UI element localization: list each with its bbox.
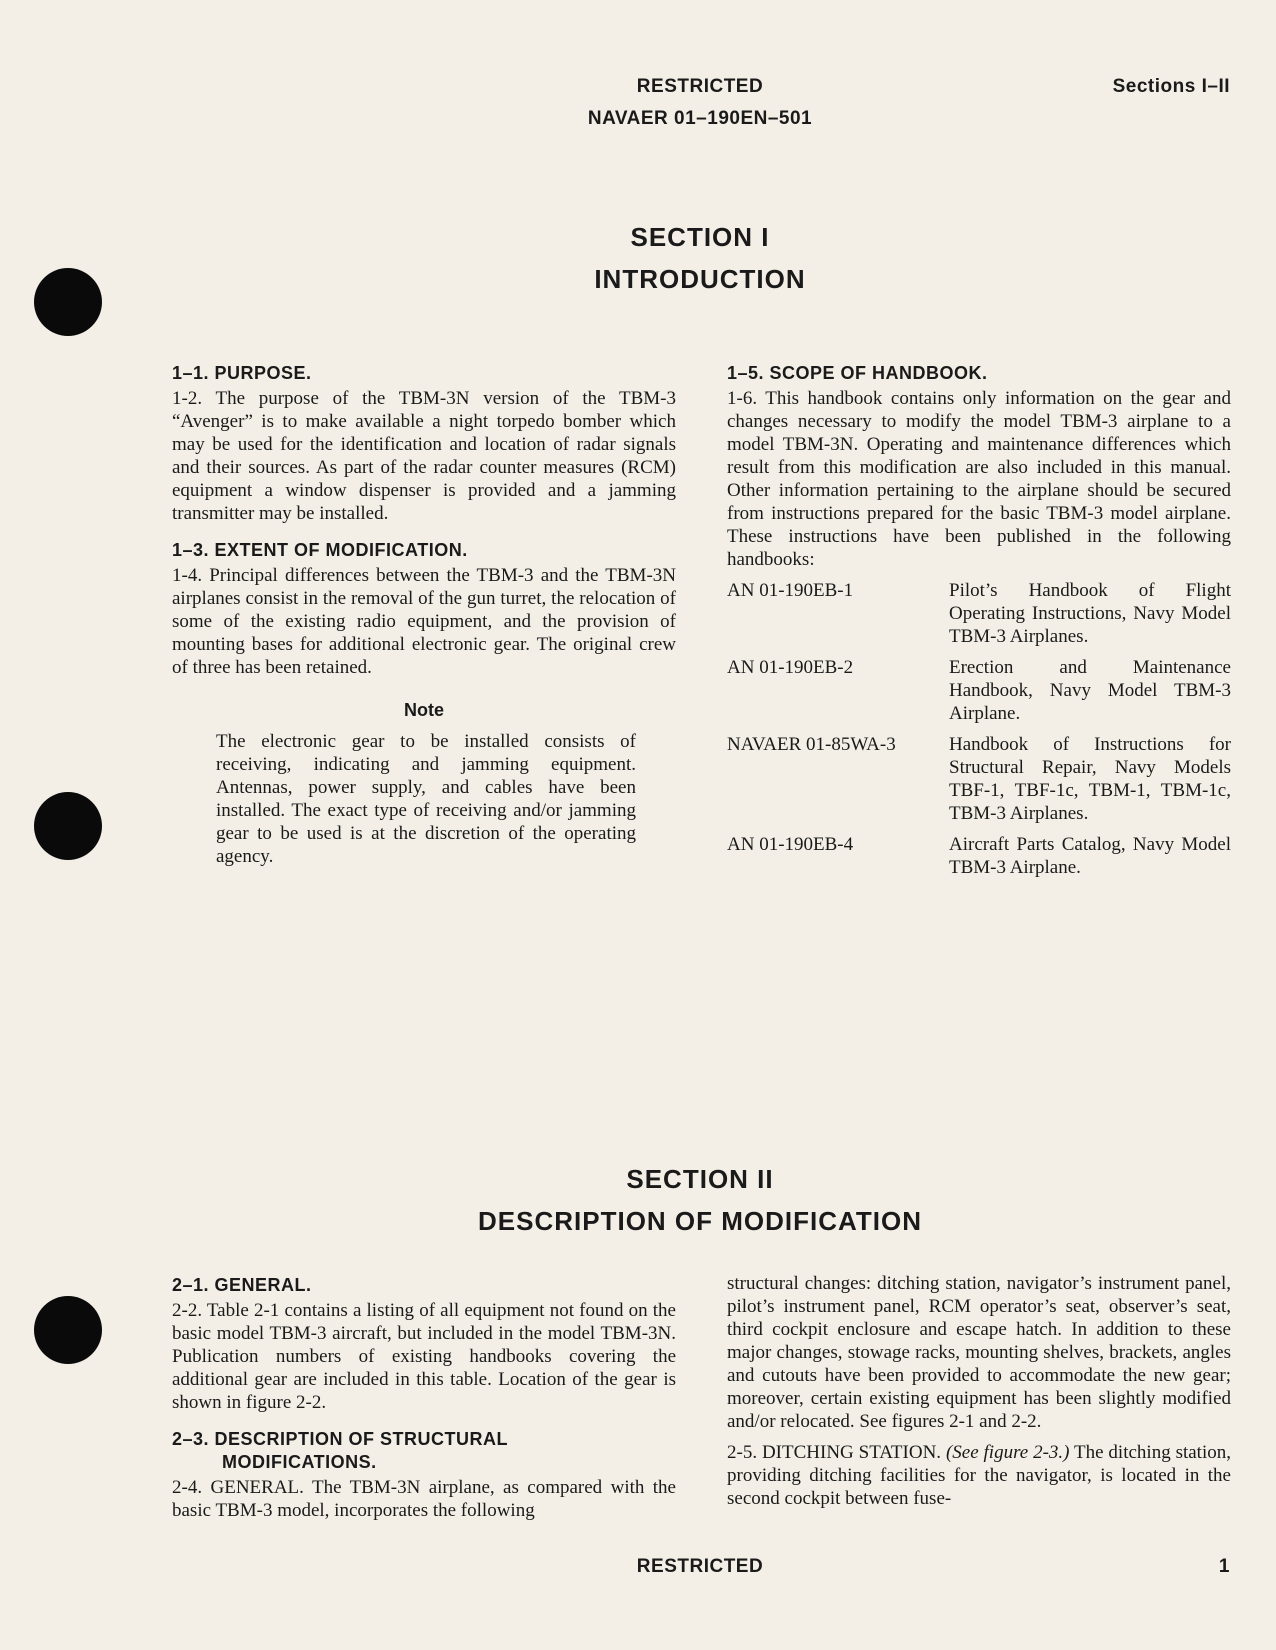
paragraph-2-5-text: The ditching station, providing ditching facilities for the navigator, is located in the second cockpit between fuse-	[727, 1442, 1231, 1509]
handbook-row	[727, 833, 1231, 879]
header-doc-number: NAVAER 01–190EN–501	[587, 108, 813, 129]
heading-2-3-line-2: MODIFICATIONS.	[222, 1452, 377, 1472]
section-1-title: INTRODUCTION	[594, 264, 806, 294]
handbook-title: Handbook of Instructions for Structural Repair, Navy Models TBF-1, TBF-1c, TBM-1, TBM-1c, TBM-3 Airplanes.	[949, 734, 1231, 824]
heading-2-3-line-1: 2–3. DESCRIPTION OF STRUCTURAL	[172, 1429, 509, 1449]
paragraph-2-4: 2-4. GENERAL. The TBM-3N airplane, as compared with the basic TBM-3 model, incorporates the following	[172, 1477, 676, 1521]
handbook-title: Pilot’s Handbook of Flight Operating Instructions, Navy Model TBM-3 Airplanes.	[949, 580, 1231, 647]
handbook-code: AN 01-190EB-2	[727, 657, 854, 678]
header-sections: Sections I–II	[1112, 76, 1230, 97]
handbook-title: Erection and Maintenance Handbook, Navy Model TBM-3 Airplane.	[949, 657, 1231, 724]
section-2-title: DESCRIPTION OF MODIFICATION	[478, 1206, 922, 1236]
section-2-number: SECTION II	[626, 1164, 774, 1194]
section-1-left-column	[172, 362, 676, 868]
note-title: Note	[404, 700, 444, 720]
handbook-row	[727, 656, 1231, 725]
paragraph-2-2: 2-2. Table 2-1 contains a listing of all equipment not found on the basic model TBM-3 aircraft, but included in the model TBM-3N. Publication numbers of existing handbooks covering the additional gear are included in this table. Location of the gear is shown in figure 2-2.	[172, 1300, 676, 1413]
section-2-left-column	[172, 1274, 676, 1522]
footer-classification: RESTRICTED	[636, 1556, 764, 1577]
paragraph-2-5-lead: 2-5. DITCHING STATION.	[727, 1442, 942, 1463]
binder-hole-bottom	[34, 1296, 102, 1364]
paragraph-2-4-continued: structural changes: ditching station, navigator’s instrument panel, pilot’s instrument panel, RCM operator’s seat, observer’s seat, third cockpit enclosure and escape hatch. In addition to these major changes, stowage racks, mounting shelves, brackets, angles and cutouts have been provided to accommodate the new gear; moreover, certain existing equipment has been slightly modified and/or relocated. See figures 2-1 and 2-2.	[727, 1273, 1231, 1432]
handbook-title: Aircraft Parts Catalog, Navy Model TBM-3 Airplane.	[949, 834, 1231, 878]
heading-1-1: 1–1. PURPOSE.	[172, 363, 312, 383]
header-classification: RESTRICTED	[636, 76, 764, 97]
handbook-code: AN 01-190EB-1	[727, 580, 854, 601]
binder-hole-middle	[34, 792, 102, 860]
paragraph-2-5-figure-ref: (See figure 2-3.)	[945, 1442, 1070, 1463]
footer-page-number: 1	[1218, 1556, 1230, 1577]
handbook-row	[727, 733, 1231, 825]
heading-1-3: 1–3. EXTENT OF MODIFICATION.	[172, 540, 468, 560]
paragraph-1-6: 1-6. This handbook contains only information on the gear and changes necessary to modify the model TBM-3 airplane to a model TBM-3N. Operating and maintenance differences which result from this modification are also included in this manual. Other information pertaining to the airplane should be secured from instructions prepared for the basic TBM-3 model airplane. These instructions have been published in the following handbooks:	[727, 388, 1231, 570]
note-text: The electronic gear to be installed consists of receiving, indicating and jamming equipment. Antennas, power supply, and cables have been installed. The exact type of receiving and/or jamming gear to be used is at the discretion of the operating agency.	[216, 731, 636, 867]
section-2-right-column	[727, 1272, 1231, 1510]
paragraph-1-4: 1-4. Principal differences between the TBM-3 and the TBM-3N airplanes consist in the removal of the gun turret, the relocation of some of the existing radio equipment, and the provision of mounting bases for additional electronic gear. The original crew of three has been retained.	[172, 565, 676, 678]
paragraph-2-5	[727, 1441, 1231, 1510]
heading-1-5: 1–5. SCOPE OF HANDBOOK.	[727, 363, 988, 383]
handbook-code: NAVAER 01-85WA-3	[727, 734, 896, 755]
section-1-number: SECTION I	[630, 222, 770, 252]
handbook-code: AN 01-190EB-4	[727, 834, 854, 855]
handbook-row	[727, 579, 1231, 648]
section-1-right-column	[727, 362, 1231, 879]
paragraph-1-2: 1-2. The purpose of the TBM-3N version of the TBM-3 “Avenger” is to make available a night torpedo bomber which may be used for the identification and location of radar signals and their sources. As part of the radar counter measures (RCM) equipment a window dispenser is provided and a jamming transmitter may be installed.	[172, 388, 676, 524]
heading-2-1: 2–1. GENERAL.	[172, 1275, 312, 1295]
